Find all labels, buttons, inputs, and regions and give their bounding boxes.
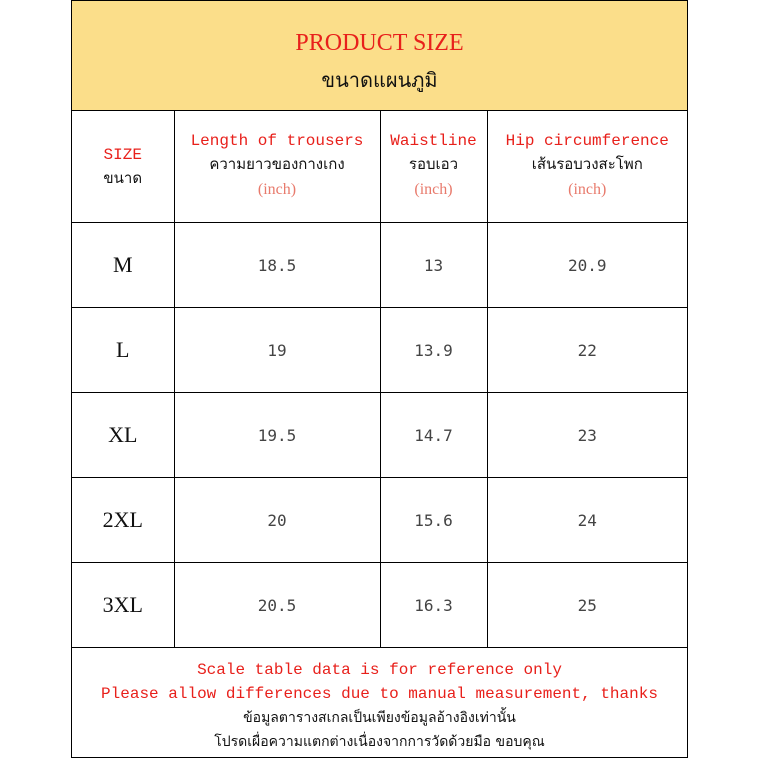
header-length [174, 111, 380, 223]
header-size [72, 111, 174, 223]
header-waist-th: รอบเอว [408, 154, 459, 173]
footer-line-reference: Scale table data is for reference only [197, 661, 562, 679]
header-waist [380, 111, 487, 223]
length-cell: 20 [174, 478, 380, 563]
size-cell: M [72, 223, 174, 308]
header-size-en: SIZE [103, 145, 142, 164]
size-cell: L [72, 308, 174, 393]
table-row [72, 393, 687, 478]
header-waist-unit: (inch) [414, 180, 453, 198]
title-english: PRODUCT SIZE [295, 30, 464, 56]
header-hip-th: เส้นรอบวงสะโพก [531, 154, 643, 173]
table-header-row [72, 111, 687, 223]
length-cell: 20.5 [174, 563, 380, 648]
waist-cell: 14.7 [380, 393, 487, 478]
chart-header [72, 1, 687, 111]
footer-line-differences: Please allow differences due to manual measurement, thanks [101, 685, 658, 703]
length-cell: 19.5 [174, 393, 380, 478]
hip-cell: 24 [487, 478, 687, 563]
header-length-en: Length of trousers [190, 131, 364, 150]
title-thai: ขนาดแผนภูมิ [321, 68, 438, 92]
header-hip [487, 111, 687, 223]
footer-note [72, 649, 687, 757]
hip-cell: 25 [487, 563, 687, 648]
hip-cell: 23 [487, 393, 687, 478]
footer-line-thai-differences: โปรดเผื่อความแตกต่างเนื่องจากการวัดด้วยมือ ขอบคุณ [214, 734, 545, 750]
header-length-unit: (inch) [257, 180, 297, 198]
header-hip-unit: (inch) [568, 180, 607, 198]
waist-cell: 16.3 [380, 563, 487, 648]
header-size-th: ขนาด [103, 168, 143, 187]
size-cell: 2XL [72, 478, 174, 563]
header-hip-en: Hip circumference [505, 131, 669, 150]
table-row [72, 223, 687, 308]
size-table [72, 111, 687, 648]
table-row [72, 478, 687, 563]
waist-cell: 15.6 [380, 478, 487, 563]
hip-cell: 22 [487, 308, 687, 393]
table-row [72, 563, 687, 648]
hip-cell: 20.9 [487, 223, 687, 308]
length-cell: 18.5 [174, 223, 380, 308]
table-row [72, 308, 687, 393]
waist-cell: 13 [380, 223, 487, 308]
footer-line-thai-reference: ข้อมูลตารางสเกลเป็นเพียงข้อมูลอ้างอิงเท่านั้น [243, 710, 516, 726]
header-waist-en: Waistline [390, 131, 477, 150]
header-length-th: ความยาวของกางเกง [209, 154, 345, 173]
length-cell: 19 [174, 308, 380, 393]
size-cell: XL [72, 393, 174, 478]
size-cell: 3XL [72, 563, 174, 648]
size-chart [71, 0, 688, 758]
waist-cell: 13.9 [380, 308, 487, 393]
